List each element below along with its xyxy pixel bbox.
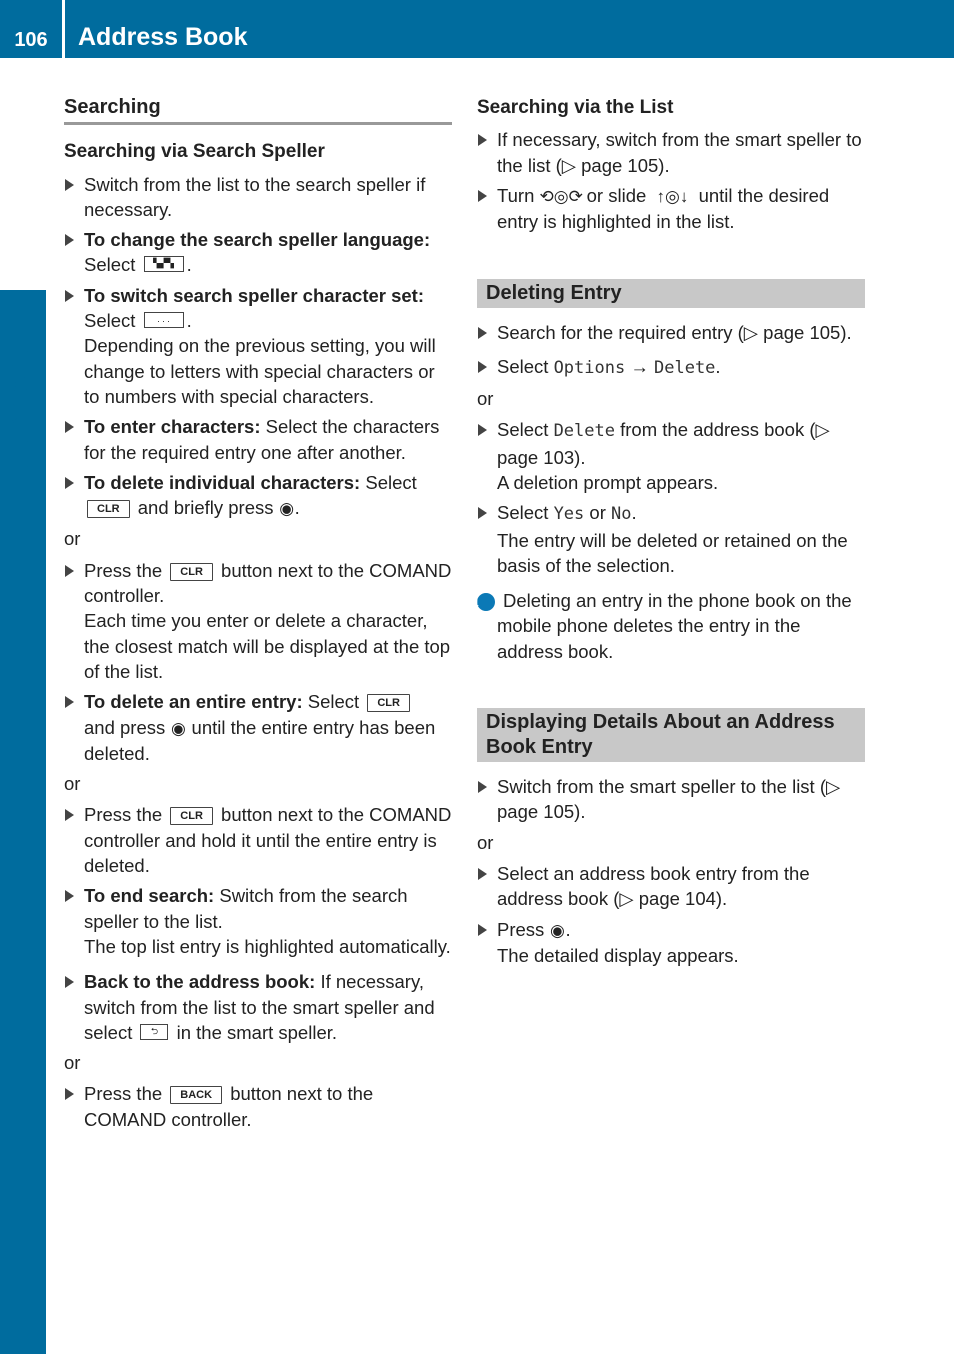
bullet-triangle-icon — [65, 890, 74, 902]
arrow-icon: → — [630, 355, 649, 377]
list-item: Switch from the smart speller to the list (▷ page 105). — [477, 774, 865, 825]
clr-key-icon: CLR — [170, 563, 213, 581]
list-item: Back to the address book: If necessary, switch from the list to the smart speller and select ⮌ in the smart speller. — [64, 969, 452, 1045]
or-separator: or — [64, 1052, 81, 1074]
clr-key-icon: CLR — [87, 500, 130, 518]
bullet-triangle-icon — [478, 361, 487, 373]
back-key-icon: BACK — [170, 1086, 222, 1104]
list-item: Press the CLR button next to the COMAND controller. Each time you enter or delete a character, the closest match will be displayed at the top of the list. — [64, 558, 452, 684]
bullet-triangle-icon — [65, 290, 74, 302]
list-item: Turn ⟲◎⟳ or slide ↑◎↓ until the desired entry is highlighted in the list. — [477, 183, 865, 235]
bullet-triangle-icon — [478, 134, 487, 146]
list-item: To delete individual characters: Select CLR and briefly press ◉. — [64, 470, 452, 522]
clr-key-icon: CLR — [170, 807, 213, 825]
list-item: Switch from the list to the search speller if necessary. — [64, 172, 452, 223]
list-item: To change the search speller language: Select ▚▞▚ . — [64, 227, 452, 278]
left-column — [64, 95, 452, 1137]
bullet-triangle-icon — [478, 424, 487, 436]
or-separator: or — [64, 528, 81, 550]
list-item: Select Yes or No. The entry will be deleted or retained on the basis of the selection. — [477, 500, 865, 578]
subsection-title-speller: Searching via Search Speller — [64, 141, 325, 163]
slide-controller-icon: ↑◎↓ — [656, 186, 689, 206]
bullet-triangle-icon — [478, 868, 487, 880]
page-number: 106 — [14, 29, 48, 51]
bullet-triangle-icon — [478, 924, 487, 936]
turn-controller-icon: ⟲◎⟳ — [539, 186, 583, 206]
list-item: Select Options → Delete. — [477, 354, 865, 381]
list-item: Press ◉. The detailed display appears. — [477, 917, 865, 969]
list-item: Search for the required entry (▷ page 105). — [477, 320, 865, 345]
bullet-triangle-icon — [478, 327, 487, 339]
bullet-triangle-icon — [65, 696, 74, 708]
header-divider — [62, 0, 65, 58]
list-item: To delete an entire entry: Select CLR and press ◉ until the entire entry has been deleted. — [64, 689, 452, 766]
info-icon: i — [477, 593, 495, 611]
character-set-icon: . . . — [144, 312, 184, 328]
or-separator: or — [477, 831, 494, 853]
spacer — [477, 664, 865, 708]
side-tab-label: Telephone — [2, 340, 35, 488]
header-title: Address Book — [78, 23, 248, 51]
spacer — [477, 239, 865, 279]
or-separator: or — [477, 388, 494, 410]
bullet-triangle-icon — [65, 421, 74, 433]
bullet-triangle-icon — [65, 477, 74, 489]
list-item: If necessary, switch from the smart speller to the list (▷ page 105). — [477, 127, 865, 178]
press-controller-icon: ◉ — [170, 718, 186, 738]
bullet-triangle-icon — [65, 809, 74, 821]
press-controller-icon: ◉ — [279, 499, 295, 519]
subsection-title-list: Searching via the List — [477, 97, 674, 118]
page-header — [0, 0, 954, 58]
list-item: To switch search speller character set: Select . . . . Depending on the previous setting, you will change to letters with special characters or to numbers with special characters. — [64, 283, 452, 409]
bullet-triangle-icon — [65, 1088, 74, 1100]
list-item: Select Delete from the address book (▷ page 103). A deletion prompt appears. — [477, 417, 865, 495]
list-item: To end search: Switch from the search speller to the list. The top list entry is highlighted automatically. — [64, 883, 452, 959]
right-column — [473, 95, 865, 973]
bullet-triangle-icon — [65, 179, 74, 191]
or-separator: or — [64, 773, 81, 795]
section-title-searching: Searching — [64, 95, 452, 125]
bullet-triangle-icon — [478, 190, 487, 202]
clr-key-icon: CLR — [367, 694, 410, 712]
language-flag-icon: ▚▞▚ — [144, 256, 184, 272]
bullet-triangle-icon — [478, 507, 487, 519]
info-note: i Deleting an entry in the phone book on the mobile phone deletes the entry in the address book. — [473, 590, 852, 662]
list-item: Select an address book entry from the address book (▷ page 104). — [477, 861, 865, 912]
bullet-triangle-icon — [478, 781, 487, 793]
bullet-triangle-icon — [65, 976, 74, 988]
bullet-triangle-icon — [65, 565, 74, 577]
list-item: To enter characters: Select the characters for the required entry one after another. — [64, 414, 452, 465]
section-title-deleting-entry: Deleting Entry — [477, 279, 865, 308]
back-arrow-icon: ⮌ — [140, 1024, 168, 1040]
bullet-triangle-icon — [65, 234, 74, 246]
list-item: Press the BACK button next to the COMAND controller. — [64, 1081, 452, 1132]
list-item: Press the CLR button next to the COMAND controller and hold it until the entire entry is deleted. — [64, 802, 452, 878]
section-title-displaying-details: Displaying Details About an Address Book Entry — [477, 708, 865, 762]
press-controller-icon: ◉ — [550, 920, 565, 940]
